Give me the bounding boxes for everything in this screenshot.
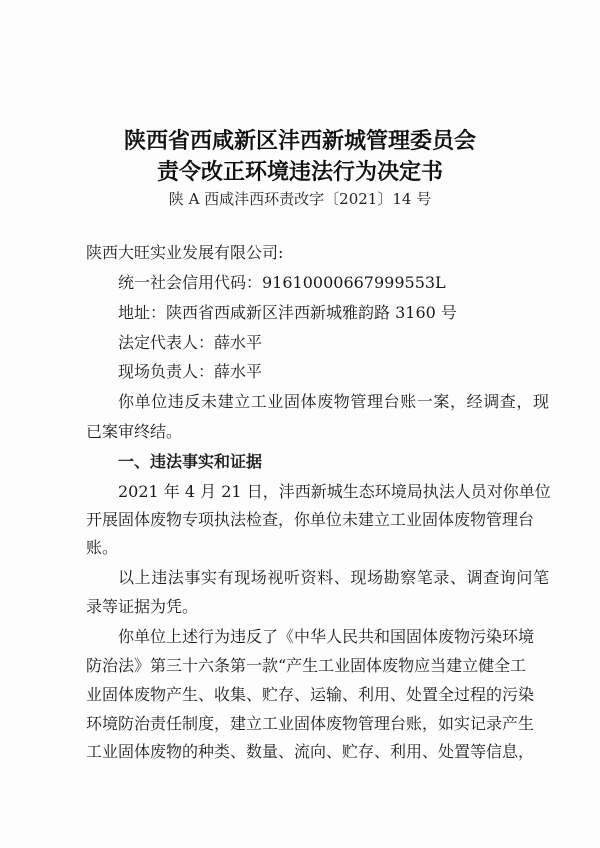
legal-representative: 法定代表人：薛水平 <box>118 333 263 352</box>
evidence-line-1: 以上违法事实有现场视听资料、现场勘察笔录、调查询问笔 <box>118 568 550 587</box>
document-title-line-1: 陕西省西咸新区沣西新城管理委员会 <box>123 128 476 154</box>
evidence-line-2: 录等证据为凭。 <box>86 597 199 616</box>
facts-line-2: 开展固体废物专项执法检查，你单位未建立工业固体废物管理台 <box>86 510 535 529</box>
facts-line-3: 账。 <box>86 538 119 557</box>
address: 地址：陕西省西咸新区沣西新城雅韵路 3160 号 <box>118 303 457 322</box>
law-line-3: 业固体废物产生、收集、贮存、运输、利用、处置全过程的污染 <box>86 685 535 704</box>
law-line-1: 你单位上述行为违反了《中华人民共和国固体废物污染环境 <box>118 627 535 646</box>
law-line-5: 工业固体废物的种类、数量、流向、贮存、利用、处置等信息， <box>86 742 535 761</box>
document-title-line-2: 责令改正环境违法行为决定书 <box>156 159 443 185</box>
intro-paragraph-line-2: 已案审终结。 <box>86 422 183 441</box>
addressee: 陕西大旺实业发展有限公司: <box>86 243 284 262</box>
site-manager: 现场负责人：薛水平 <box>118 362 263 381</box>
facts-line-1: 2021 年 4 月 21 日，沣西新城生态环境局执法人员对你单位 <box>118 482 551 501</box>
section-heading-facts: 一、违法事实和证据 <box>118 452 263 471</box>
law-line-2: 防治法》第三十六条第一款“产生工业固体废物应当建立健全工 <box>86 656 527 675</box>
law-line-4: 环境防治责任制度，建立工业固体废物管理台账，如实记录产生 <box>86 714 535 733</box>
credit-code: 统一社会信用代码：91610000667999553L <box>118 273 446 292</box>
document-number: 陕 A 西咸沣西环责改字〔2021〕14 号 <box>168 190 432 208</box>
intro-paragraph-line-1: 你单位违反未建立工业固体废物管理台账一案，经调查，现 <box>118 392 550 411</box>
